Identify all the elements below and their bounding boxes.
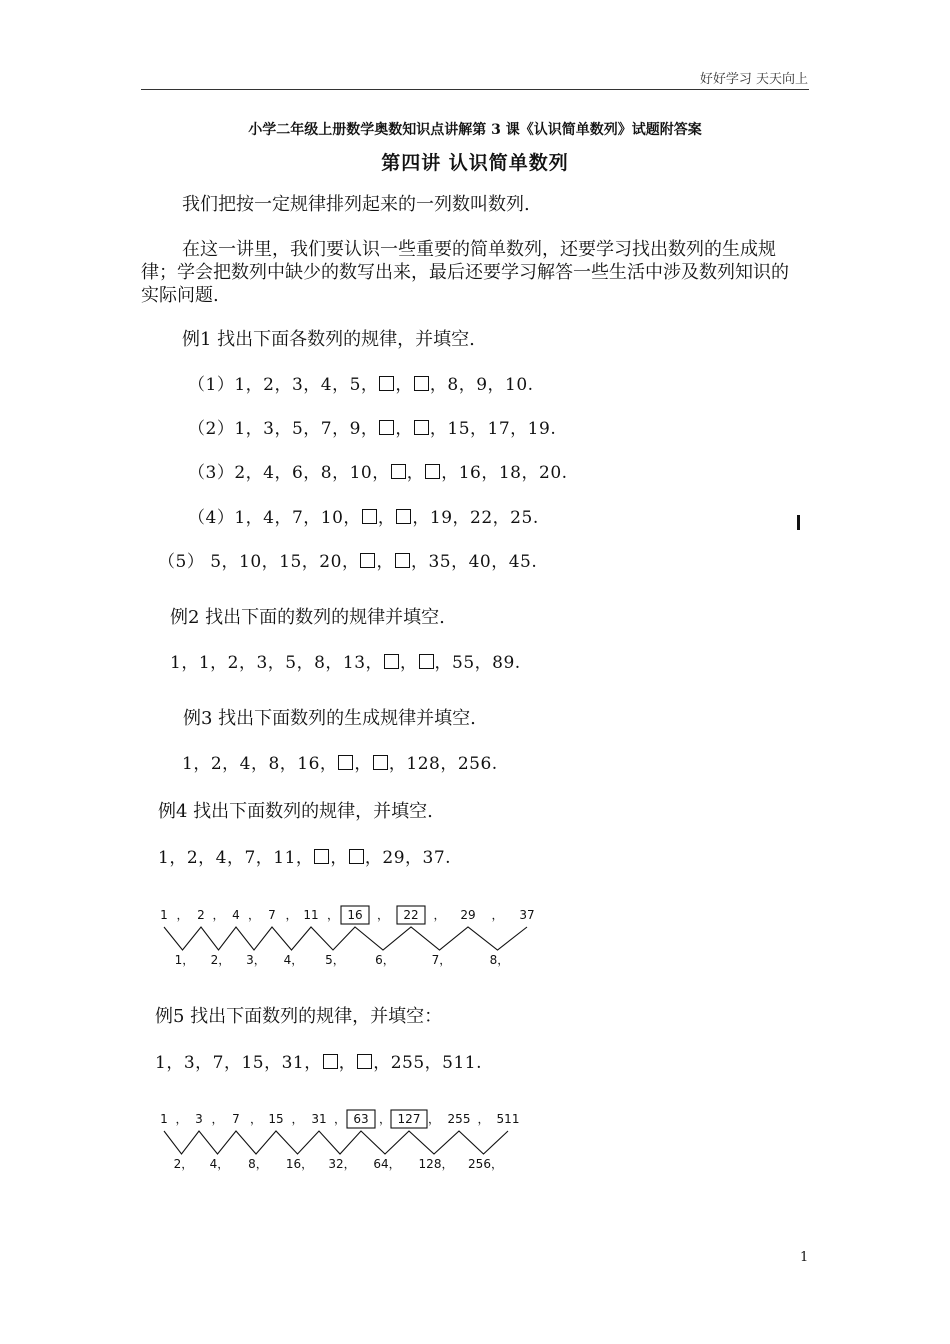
difference-value: 3， xyxy=(246,953,266,967)
example-4-title: 例4 找出下面数列的规律，并填空. xyxy=(158,801,433,822)
intro-paragraph-2 xyxy=(141,238,801,307)
example-1-item-4 xyxy=(188,503,539,528)
sequence-after: ，255，511. xyxy=(373,1053,483,1073)
header-motto: 好好学习 天天向上 xyxy=(699,72,808,87)
lecture-title: 第四讲 认识简单数列 xyxy=(381,152,569,174)
difference-value: 4， xyxy=(209,1157,230,1171)
term-separator: ， xyxy=(326,908,340,922)
sequence-term: 15 xyxy=(268,1112,284,1126)
example-5-title: 例5 找出下面数列的规律，并填空： xyxy=(155,1006,443,1027)
example-3-sequence xyxy=(182,749,498,774)
term-separator: ， xyxy=(477,1112,490,1126)
text-cursor-mark xyxy=(797,515,800,530)
difference-value: 5， xyxy=(325,953,345,967)
difference-value: 8， xyxy=(248,1157,268,1171)
term-separator: ， xyxy=(285,908,298,922)
difference-value: 128， xyxy=(418,1157,454,1171)
example-2-sequence xyxy=(170,648,521,673)
sequence-term: 31 xyxy=(311,1112,327,1126)
sequence-term: 22 xyxy=(403,908,419,922)
sequence-separator: ， xyxy=(377,508,396,528)
difference-value: 1， xyxy=(174,953,195,967)
difference-value: 256， xyxy=(468,1157,503,1171)
difference-value: 4， xyxy=(283,953,304,967)
document-title: 小学二年级上册数学奥数知识点讲解第 3 课《认识简单数列》试题附答案 xyxy=(248,122,702,138)
difference-value: 32， xyxy=(328,1157,356,1171)
blank-box[interactable] xyxy=(338,755,353,770)
term-separator: ， xyxy=(376,908,390,922)
sequence-before: 1，3，7，15，31， xyxy=(155,1053,322,1073)
sequence-term: 4 xyxy=(232,908,240,922)
difference-value: 2， xyxy=(210,953,231,967)
difference-value: 64， xyxy=(373,1157,401,1171)
item-label: （4） xyxy=(188,508,235,528)
blank-box[interactable] xyxy=(360,553,375,568)
sequence-separator: ， xyxy=(354,754,372,774)
sequence-term: 7 xyxy=(232,1112,240,1126)
blank-box[interactable] xyxy=(357,1054,372,1069)
example-1-item-2 xyxy=(188,414,556,439)
item-label: （2） xyxy=(188,419,235,439)
blank-box[interactable] xyxy=(379,376,394,391)
sequence-separator: ， xyxy=(400,653,418,673)
sequence-before: 1，2，4，8，16， xyxy=(182,754,338,774)
sequence-separator: ， xyxy=(376,552,394,572)
blank-box[interactable] xyxy=(323,1054,338,1069)
example-5-sequence xyxy=(155,1048,482,1073)
blank-box[interactable] xyxy=(391,464,406,479)
blank-box[interactable] xyxy=(414,420,429,435)
blank-box[interactable] xyxy=(314,849,329,864)
term-separator: ， xyxy=(249,1112,263,1126)
term-separator: ， xyxy=(176,908,189,922)
example-4-difference-diagram xyxy=(150,900,550,972)
blank-box[interactable] xyxy=(425,464,440,479)
item-label: （5） xyxy=(158,552,205,572)
item-label: （3） xyxy=(188,463,235,483)
difference-value: 8， xyxy=(489,953,510,967)
difference-value: 6， xyxy=(375,953,395,967)
term-separator: ， xyxy=(211,1112,224,1126)
sequence-after: ，128，256. xyxy=(388,754,498,774)
sequence-separator: ， xyxy=(330,848,348,868)
sequence-term: 16 xyxy=(347,908,363,922)
blank-box[interactable] xyxy=(349,849,364,864)
blank-box[interactable] xyxy=(362,509,377,524)
sequence-before: 2，4，6，8，10， xyxy=(234,463,390,483)
zigzag-line xyxy=(164,1131,508,1154)
sequence-after: ，15，17，19. xyxy=(429,419,557,439)
example-5-difference-diagram xyxy=(150,1104,550,1176)
sequence-term: 1 xyxy=(160,908,168,922)
example-2-title: 例2 找出下面的数列的规律并填空. xyxy=(170,607,445,628)
sequence-before: 1，4，7，10， xyxy=(234,508,361,528)
difference-value: 2， xyxy=(173,1157,194,1171)
sequence-term: 3 xyxy=(195,1112,203,1126)
sequence-term: 127 xyxy=(397,1112,421,1126)
blank-box[interactable] xyxy=(373,755,388,770)
intro-paragraph-2-text: 在这一讲里，我们要认识一些重要的简单数列，还要学习找出数列的生成规律；学会把数列中缺少的数写出来，最后还要学习解答一些生活中涉及数列知识的实际问题. xyxy=(141,239,789,306)
sequence-term: 11 xyxy=(303,908,319,922)
sequence-before: 1，2，3，4，5， xyxy=(234,375,379,395)
example-1-item-3 xyxy=(188,458,568,483)
blank-box[interactable] xyxy=(395,553,410,568)
sequence-separator: ， xyxy=(406,463,425,483)
term-separator: ， xyxy=(491,908,504,922)
term-separator: ， xyxy=(378,1112,392,1126)
sequence-term: 511 xyxy=(496,1112,520,1126)
intro-paragraph-1: 我们把按一定规律排列起来的一列数叫数列. xyxy=(182,194,530,215)
term-separator: ， xyxy=(433,908,446,922)
example-1-item-5 xyxy=(158,547,537,572)
sequence-before: 1，2，4，7，11， xyxy=(158,848,314,868)
blank-box[interactable] xyxy=(384,654,399,669)
example-3-title: 例3 找出下面数列的生成规律并填空. xyxy=(183,708,476,729)
sequence-term: 255 xyxy=(447,1112,471,1126)
sequence-separator: ， xyxy=(395,419,413,439)
example-1-item-1 xyxy=(188,370,534,395)
sequence-term: 2 xyxy=(197,908,205,922)
header-divider xyxy=(141,89,809,90)
blank-box[interactable] xyxy=(414,376,429,391)
term-separator: ， xyxy=(247,908,261,922)
blank-box[interactable] xyxy=(419,654,434,669)
sequence-after: ，16，18，20. xyxy=(441,463,568,483)
sequence-after: ，35，40，45. xyxy=(410,552,538,572)
term-separator: ， xyxy=(175,1112,188,1126)
blank-box[interactable] xyxy=(379,420,394,435)
sequence-after: ，55，89. xyxy=(434,653,521,673)
sequence-term: 63 xyxy=(353,1112,369,1126)
sequence-term: 37 xyxy=(519,908,535,922)
sequence-after: ，19，22，25. xyxy=(412,508,539,528)
sequence-term: 7 xyxy=(268,908,276,922)
sequence-term: 1 xyxy=(160,1112,168,1126)
term-separator: ， xyxy=(291,1112,304,1126)
sequence-before: 5，10，15，20， xyxy=(204,552,360,572)
term-separator: ， xyxy=(333,1112,347,1126)
example-1-title: 例1 找出下面各数列的规律，并填空. xyxy=(182,329,475,350)
sequence-before: 1，3，5，7，9， xyxy=(234,419,379,439)
sequence-after: ，29，37. xyxy=(364,848,452,868)
sequence-separator: ， xyxy=(338,1053,357,1073)
difference-value: 7， xyxy=(431,953,452,967)
sequence-term: 29 xyxy=(460,908,476,922)
sequence-separator: ， xyxy=(395,375,413,395)
term-separator: ， xyxy=(427,1112,441,1126)
example-4-sequence xyxy=(158,843,451,868)
difference-value: 16， xyxy=(285,1157,314,1171)
blank-box[interactable] xyxy=(396,509,411,524)
page-number: 1 xyxy=(800,1250,809,1265)
zigzag-line xyxy=(164,927,527,950)
sequence-before: 1，1，2，3，5，8，13， xyxy=(170,653,384,673)
term-separator: ， xyxy=(212,908,225,922)
sequence-after: ，8，9，10. xyxy=(429,375,534,395)
item-label: （1） xyxy=(188,375,235,395)
